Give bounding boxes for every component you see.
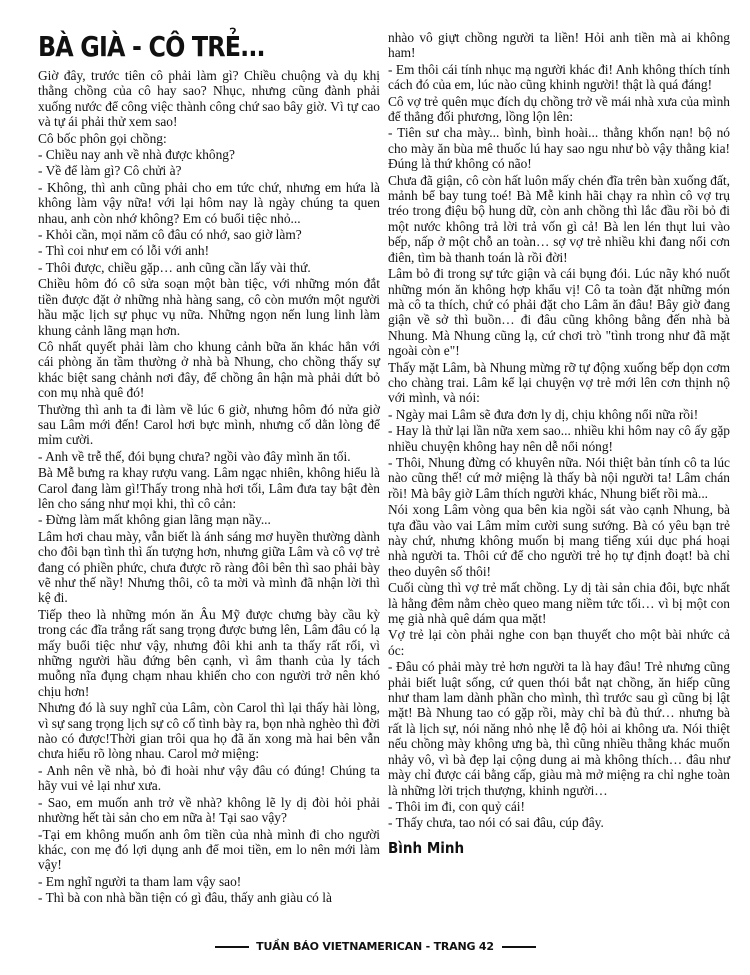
article-paragraph: - Anh nên về nhà, bỏ đi hoài như vậy đâu có đúng! Chúng ta hãy vui vẻ lại như xưa. bbox=[38, 762, 380, 794]
article-paragraph: - Em thôi cái tính nhục mạ người khác đi! Anh không thích tính cách đó của em, lúc nào cũng khinh người! thật là quá đáng! bbox=[388, 61, 730, 93]
page-footer bbox=[0, 940, 750, 953]
article-paragraph: Cuối cùng thì vợ trẻ mất chồng. Ly dị tài sản chia đôi, bực nhất là hằng đêm nằm chèo queo mang niềm tức tối… vì bị một con mẹ già nhà quê dám qua mặt! bbox=[388, 580, 730, 627]
left-column-body bbox=[38, 68, 380, 906]
article-paragraph: Cô vợ trẻ quên mục đích dụ chồng trở về mái nhà xưa của mình để thẳng đối phương, lồng lộn lên: bbox=[388, 93, 730, 125]
footer-rule-right bbox=[502, 946, 536, 948]
article-paragraph: - Không, thì anh cũng phải cho em tức chứ, nhưng em hứa là không làm vậy nữa! với lại hôm nay là ngày chúng ta quen nhau, anh còn nhớ không? Em có buổi tiệc nhỏ... bbox=[38, 179, 380, 226]
article-paragraph: - Tiên sư cha mày... bình, bình hoài... thằng khốn nạn! bộ nó cho mày ăn bùa mê thuốc lú hay sao ngu như bò vậy thằng kia! Đúng là thứ không có não! bbox=[388, 125, 730, 172]
article-paragraph: - Đâu có phải mày trẻ hơn người ta là hay đâu! Trẻ nhưng cũng phải biết luật sống, cứ quen thói bắt nạt chồng, ăn hiếp cũng như tham lam dành phần cho mình, thì trước sau gì cũng bị lật mặt! Bà Nhung tao có gặp rồi, mày chỉ bà đủ thứ… nhưng bà rất là lịch sự, nói năng nhỏ nhẹ lễ độ hỏi ai không ưa. Nói thiệt nếu chồng mày không ưng bà, thì cũng nhiều thằng khác muốn nhảy vô, vì bà đẹp lại cộng dung ai mà không thích… đâu như mày chỉ được cái bằng cấp, giàu mà mở miệng ra chỉ nghe toàn là những lời trịch thượng, khinh người… bbox=[388, 659, 730, 798]
footer-rule-left bbox=[215, 946, 249, 948]
article-paragraph: Nhưng đó là suy nghĩ của Lâm, còn Carol thì lại thấy hài lòng, vì sự sang trọng lịch sự cô cố tình bày ra, bọn nhà nghèo thì đời nào có được!Thời gian trôi qua họ đã ăn xong mà hai bên vẫn chưa hiểu rõ lòng nhau. Carol mở miệng: bbox=[38, 700, 380, 762]
article-title: BÀ GIÀ - CÔ TRẺ... bbox=[38, 30, 265, 63]
right-column bbox=[388, 30, 730, 856]
article-paragraph: - Thấy chưa, tao nói có sai đâu, cúp đây. bbox=[388, 815, 604, 831]
article-paragraph: Nói xong Lâm vòng qua bên kia ngồi sát vào cạnh Nhung, bà tựa đầu vào vai Lâm mỉm cười sung sướng. Bà có yêu bạn trẻ này chứ, nhưng không muốn bị mang tiếng xúi dục phá hoại nhà người ta. Thôi cứ để cho người trẻ họ tự định đoạt! bà chỉ theo duyên số thôi! bbox=[388, 502, 730, 579]
article-paragraph: - Anh về trễ thế, đói bụng chưa? ngồi vào đây mình ăn tối. bbox=[38, 448, 351, 464]
article-paragraph: -Tại em không muốn anh ôm tiền của nhà mình đi cho người khác, con mẹ đó lợi dụng anh để moi tiền, em lo nên mới làm vậy! bbox=[38, 826, 380, 873]
article-paragraph: Chiều hôm đó cô sửa soạn một bàn tiệc, với những món đắt tiền được đặt ở những nhà hàng sang, cô còn mướn một người hầu mặc lịch sự phục vụ nữa. Những ngọn nến lung linh làm khung cảnh lãng mạn hơn. bbox=[38, 276, 380, 338]
article-paragraph: Bà Mễ bưng ra khay rượu vang. Lâm ngạc nhiên, không hiểu là Carol đang làm gì!Thấy trong nhà hơi tối, Lâm đưa tay bật đèn lên cho sáng như mọi khi, thì cô cản: bbox=[38, 465, 380, 511]
left-column bbox=[38, 30, 380, 907]
article-paragraph: - Hay là thử lại lần nữa xem sao... nhiều khi hôm nay cô ấy gặp nhiều chuyện không hay nên dễ nổi nóng! bbox=[388, 423, 730, 454]
footer-text: TUẦN BÁO VIETNAMERICAN - TRANG 42 bbox=[256, 940, 494, 953]
article-paragraph: Giờ đây, trước tiên cô phải làm gì? Chiều chuộng và dụ khị thằng chồng của cô hay sao? Nhục, nhưng cũng đành phải xuống nước để công việc thành công chứ sao bây giờ. Vì tự cao và tự ái phải thử xem sao! bbox=[38, 68, 380, 130]
article-paragraph: - Khỏi cần, mọi năm cô đâu có nhớ, sao giờ làm? bbox=[38, 227, 302, 243]
article-paragraph: - Sao, em muốn anh trở về nhà? không lẽ ly dị đòi hỏi phải nhường hết tài sản cho em nữa à! Tại sao vậy? bbox=[38, 794, 380, 826]
article-paragraph: - Thì coi như em có lỗi với anh! bbox=[38, 243, 210, 259]
article-paragraph: - Về để làm gì? Cô chửi à? bbox=[38, 163, 182, 179]
article-paragraph: - Em nghĩ người ta tham lam vậy sao! bbox=[38, 873, 242, 889]
article-paragraph: nhào vô giựt chồng người ta liền! Hỏi anh tiền mà ai không ham! bbox=[388, 30, 730, 61]
article-paragraph: Thấy mặt Lâm, bà Nhung mừng rỡ tự động xuống bếp dọn cơm cho chàng trai. Lâm kể lại chuyện vợ trẻ mới lên cơn thịnh nộ với mình, và nói: bbox=[388, 359, 730, 406]
article-paragraph: Lâm bỏ đi trong sự tức giận và cái bụng đói. Lúc nãy khó nuốt những món ăn không hợp khẩu vị! Cô ta toàn đặt những món mà cô ta thích, chứ có phải đặt cho Lâm ăn đâu! Bây giờ đang giận về sở thì buồn… đi đâu cũng không bằng đến nhà bà Nhung. Mà Nhung cũng lạ, cứ chơi trò "tình trong như đã mặt ngoài còn e"! bbox=[388, 266, 730, 359]
author-signature: Bình Minh bbox=[388, 838, 465, 857]
article-paragraph: - Đừng làm mất không gian lãng mạn nầy... bbox=[38, 512, 271, 528]
article-paragraph: Lâm hơi chau mày, vẫn biết là ánh sáng mơ huyền thường dành cho đôi bạn tình thì ấn tượng hơn, nhưng giữa Lâm và cô vợ trẻ đang có phiền phức, chưa được rõ ràng đôi bên thì sao phải bày vẽ như thế nầy! Nhưng thôi, cô ta mời và mình đã nhận lời thì kệ đi. bbox=[38, 528, 380, 606]
article-paragraph: - Thì bà con nhà bần tiện có gì đâu, thấy anh giàu có là bbox=[38, 890, 332, 906]
article-paragraph: Vợ trẻ lại còn phải nghe con bạn thuyết cho một bài nhức cả óc: bbox=[388, 627, 730, 658]
article-paragraph: - Thôi được, chiều gặp… anh cũng cần lấy vài thứ. bbox=[38, 259, 311, 275]
article-paragraph: Thường thì anh ta đi làm về lúc 6 giờ, nhưng hôm đó nửa giờ sau Lâm mới đến! Carol hơi bực mình, nhưng cố dằn lòng để mỉm cười. bbox=[38, 401, 380, 448]
article-paragraph: Cô nhất quyết phải làm cho khung cảnh bữa ăn khác hẳn với cái phòng ăn tầm thường ở nhà bà Nhung, cho chồng thấy sự khác biệt sang chảnh nơi đây, để chồng ân hận mà phải dứt bỏ con mụ nhà quê đó! bbox=[38, 338, 380, 401]
article-paragraph: - Thôi im đi, con quỷ cái! bbox=[388, 798, 525, 814]
article-paragraph: - Thôi, Nhung đừng có khuyên nữa. Nói thiệt bản tính cô ta lúc nào cũng thế! cứ mở miệng là thấy bà nội người ta! Lâm chán rồi! Mà bây giờ Lâm thích người khác, Nhung biết rồi mà... bbox=[388, 454, 730, 501]
article-paragraph: - Ngày mai Lâm sẽ đưa đơn ly dị, chịu không nổi nữa rồi! bbox=[388, 406, 699, 422]
article-paragraph: - Chiều nay anh về nhà được không? bbox=[38, 147, 235, 163]
article-paragraph: Tiếp theo là những món ăn Âu Mỹ được chưng bày cầu kỳ trong các đĩa trắng rất sang trọng được bưng lên, Lâm đâu có lạ mấy buổi tiệc như vậy, nhưng đôi khi anh ta thấy rất rối, vì những người hầu đứng bên cạnh, vì âm thanh của ly tách muỗng nĩa đụng chạm nhau khiến cho con người trở nên khó chịu hơn! bbox=[38, 606, 380, 699]
right-column-body bbox=[388, 30, 730, 831]
article-paragraph: Chưa đã giận, cô còn hất luôn mấy chén đĩa trên bàn xuống đất, mảnh bể bay tung toé! Bà Mễ kinh hãi chạy ra nhìn cô vợ trụ tréo trong điệu bộ hung dữ, còn anh chồng thì lắc đầu rồi bỏ đi một nước không trả lời trả vốn gì cả! Bà len lén thụt lui vào bếp, nấp ở một chỗ an toàn… sợ vợ trẻ nhiều khi đang nổi cơn điên, tìm bà thanh toán là rồi đời! bbox=[388, 172, 730, 265]
article-paragraph: Cô bốc phôn gọi chồng: bbox=[38, 130, 167, 146]
